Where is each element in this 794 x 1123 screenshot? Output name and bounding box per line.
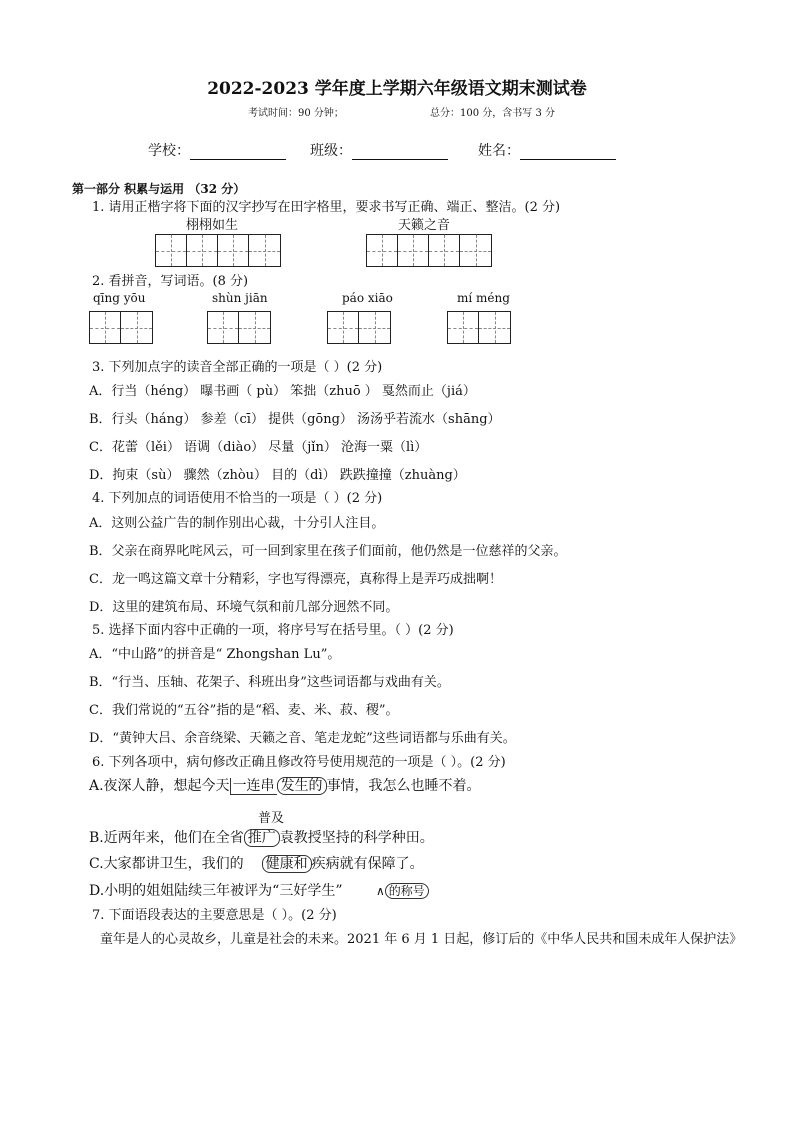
q4-option-b: B．父亲在商界叱咤风云，可一回到家里在孩子们面前，他仍然是一位慈祥的父亲。: [89, 544, 567, 559]
school-field: [148, 140, 286, 160]
q6-option-a: [89, 775, 481, 795]
question-4: 4. 下列加点的词语使用不恰当的一项是（ ）(2 分): [92, 491, 383, 506]
class-blank[interactable]: [352, 145, 448, 160]
q6-a-swap-mark: 发生的: [277, 777, 327, 795]
q6-d-before: D.小明的姐姐陆续三年被评为“三好学生”: [89, 883, 343, 899]
q2-pinyin-2: shùn jiān: [212, 291, 268, 305]
q3-option-b: B．行头（háng） 参差（cī） 提供（gōng） 汤汤乎若流水（shāng）: [89, 412, 501, 427]
q6-a-after: 事情，我怎么也睡不着。: [326, 778, 481, 794]
q6-b-before: B.近两年来，他们在全省: [89, 830, 244, 846]
name-label: 姓名：: [478, 143, 520, 159]
q7-passage: 童年是人的心灵故乡，儿童是社会的未来。2021 年 6 月 1 日起，修订后的《中华人民共和国未成年人保护法》: [100, 932, 743, 947]
school-blank[interactable]: [190, 145, 286, 160]
q1-writing-grid-1[interactable]: [155, 234, 281, 267]
name-blank[interactable]: [520, 145, 616, 160]
school-label: 学校：: [148, 143, 190, 159]
q2-pinyin-1: qīng yōu: [93, 291, 146, 305]
question-2: 2. 看拼音，写词语。(8 分): [92, 274, 249, 289]
question-3: 3. 下列加点字的读音全部正确的一项是（ ）(2 分): [92, 360, 383, 375]
q6-option-b: [89, 827, 434, 847]
q1-word-2: 天籁之音: [398, 218, 451, 233]
q6-b-after: 袁教授坚持的科学种田。: [279, 830, 434, 846]
q4-option-d: D．这里的建筑布局、环境气氛和前几部分迥然不同。: [89, 600, 399, 615]
page-title: 2022-2023 学年度上学期六年级语文期末测试卷: [207, 79, 587, 99]
q2-writing-grid-2[interactable]: [207, 311, 271, 344]
name-field: [478, 140, 616, 160]
q3-option-a: A．行当（héng） 曝书画（ pù） 笨拙（zhuō ） 戛然而止（jiá）: [89, 384, 476, 399]
q6-option-c: [89, 853, 424, 873]
q6-option-d: [89, 880, 343, 900]
q6-a-before: A.夜深人静，想起今天: [89, 778, 230, 794]
q1-writing-grid-2[interactable]: [366, 234, 492, 267]
q2-writing-grid-3[interactable]: [327, 311, 391, 344]
q6-b-replace-mark: 推广: [244, 829, 280, 847]
q3-option-d: D．拘束（sù） 骤然（zhòu） 目的（dì） 跌跌撞撞（zhuàng）: [89, 468, 466, 483]
q6-b-insert-word: 普及: [258, 811, 285, 826]
question-7: 7. 下面语段表达的主要意思是（ ）。(2 分): [92, 908, 337, 923]
q4-option-c: C．龙一鸣这篇文章十分精彩，字也写得漂亮，真称得上是弄巧成拙啊！: [89, 572, 502, 587]
q2-pinyin-4: mí méng: [457, 291, 510, 305]
question-5: 5. 选择下面内容中正确的一项，将序号写在括号里。（ ）(2 分): [92, 623, 454, 638]
q6-d-insert-word: 的称号: [385, 883, 429, 899]
question-1: 1. 请用正楷字将下面的汉字抄写在田字格里，要求书写正确、端正、整洁。(2 分): [92, 200, 561, 215]
q2-writing-grid-1[interactable]: [89, 311, 153, 344]
total-score: 总分：100 分，含书写 3 分: [430, 108, 555, 119]
q4-option-a: A．这则公益广告的制作别出心裁，十分引人注目。: [89, 516, 385, 531]
q6-c-before: C.大家都讲卫生，我们的: [89, 856, 244, 872]
q2-pinyin-3: páo xiāo: [342, 291, 393, 305]
class-field: [310, 140, 448, 160]
section-title: 第一部分 积累与运用 （32 分）: [72, 182, 246, 196]
q1-word-1: 栩栩如生: [186, 218, 239, 233]
q5-option-d: D．“黄钟大吕、余音绕梁、天籁之音、笔走龙蛇”这些词语都与乐曲有关。: [89, 731, 516, 746]
q2-writing-grid-4[interactable]: [447, 311, 511, 344]
q5-option-b: B．“行当、压轴、花架子、科班出身”这些词语都与戏曲有关。: [89, 675, 450, 690]
q6-d-insert-mark: ∧ 的称号: [376, 882, 429, 899]
q5-option-a: A．“中山路”的拼音是“ Zhongshan Lu”。: [89, 647, 341, 662]
q6-c-delete-mark: 健康和: [262, 855, 312, 873]
question-6: 6. 下列各项中，病句修改正确且修改符号使用规范的一项是（ ）。(2 分): [92, 755, 506, 770]
q6-a-delete-mark: 一连串: [230, 778, 277, 795]
exam-time: 考试时间：90 分钟；: [248, 108, 344, 119]
q3-option-c: C．花蕾（lěi） 语调（diào） 尽量（jǐn） 沧海一粟（lì）: [89, 440, 428, 455]
class-label: 班级：: [310, 143, 352, 159]
q5-option-c: C．我们常说的“五谷”指的是“稻、麦、米、菽、稷”。: [89, 703, 399, 718]
q6-c-after: 疾病就有保障了。: [311, 856, 424, 872]
